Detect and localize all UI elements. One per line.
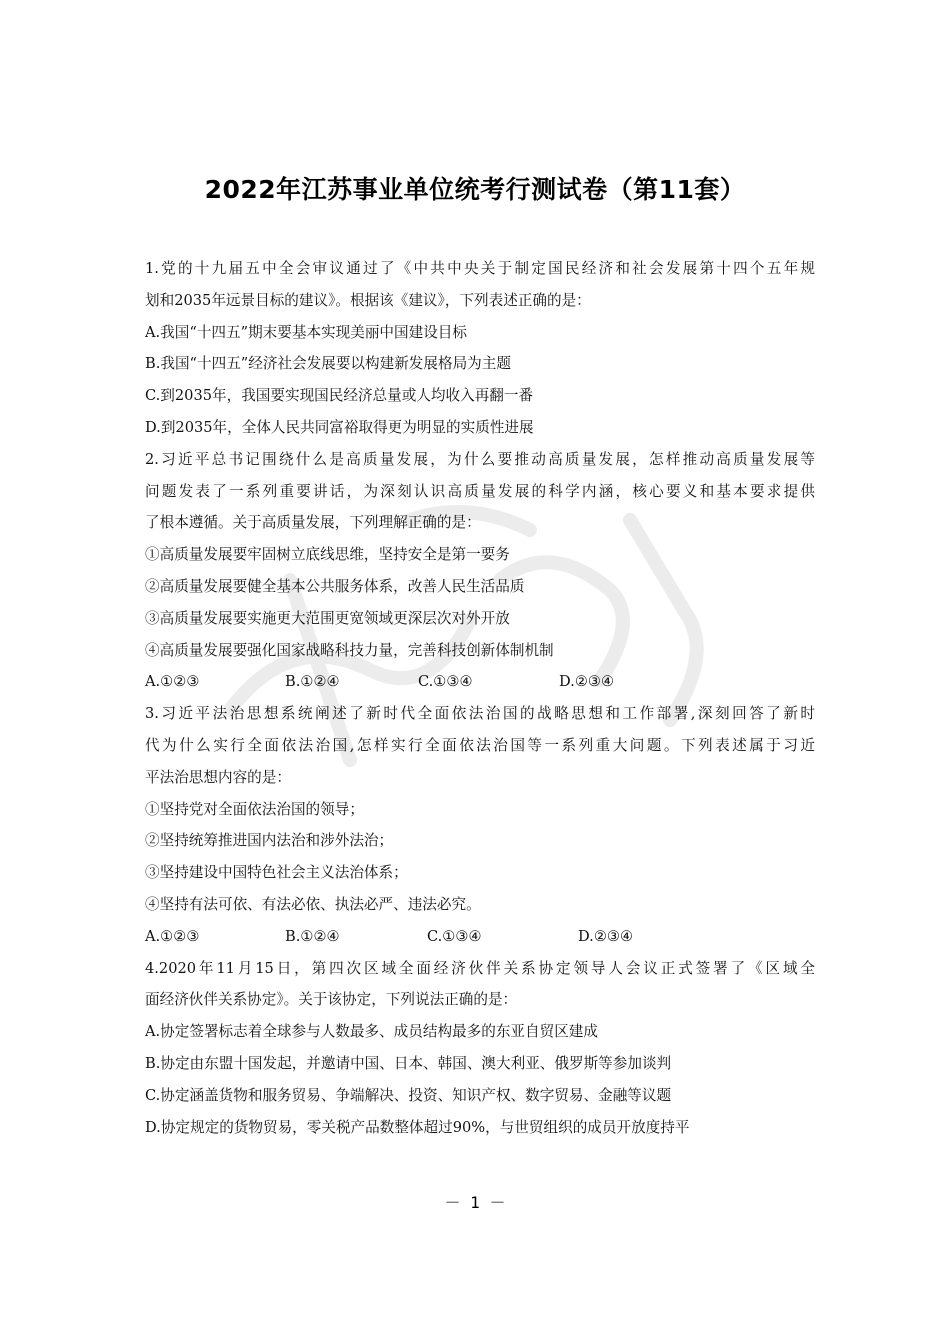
answer-option: C.到2035年，我国要实现国民经济总量或人均收入再翻一番 xyxy=(145,387,534,405)
statement-item: ①坚持党对全面依法治国的领导； xyxy=(145,800,364,818)
choice-row xyxy=(145,666,815,698)
statement-item: ①高质量发展要牢固树立底线思维，坚持安全是第一要务 xyxy=(145,546,510,564)
statement-item: ②高质量发展要健全基本公共服务体系，改善人民生活品质 xyxy=(145,577,525,595)
answer-option: A.我国“十四五”期末要基本实现美丽中国建设目标 xyxy=(145,323,467,341)
statement-item: ④坚持有法可依、有法必依、执法必严、违法必究。 xyxy=(145,895,481,913)
choice-d: D.②③④ xyxy=(559,673,615,691)
choice-row xyxy=(145,921,815,953)
choice-b: B.①②④ xyxy=(285,673,340,691)
answer-option: B.协定由东盟十国发起，并邀请中国、日本、韩国、澳大利亚、俄罗斯等参加谈判 xyxy=(145,1054,672,1072)
question-stem-line: 3.习近平法治思想系统阐述了新时代全面依法治国的战略思想和工作部署,深刻回答了新时 xyxy=(145,705,815,723)
page-title: 2022年江苏事业单位统考行测试卷（第11套） xyxy=(204,175,746,204)
answer-option: A.协定签署标志着全球参与人数最多、成员结构最多的东亚自贸区建成 xyxy=(145,1023,598,1041)
question-stem-line: 代为什么实行全面依法治国,怎样实行全面依法治国等一系列重大问题。下列表述属于习近 xyxy=(145,736,815,754)
question-3 xyxy=(145,698,815,952)
statement-item: ②坚持统筹推进国内法治和涉外法治； xyxy=(145,832,394,850)
choice-c: C.①③④ xyxy=(418,673,473,691)
answer-option: D.协定规定的货物贸易，零关税产品数整体超过90%，与世贸组织的成员开放度持平 xyxy=(145,1118,690,1136)
statement-item: ③高质量发展要实施更大范围更宽领域更深层次对外开放 xyxy=(145,609,510,627)
question-stem-line: 问题发表了一系列重要讲话，为深刻认识高质量发展的科学内涵，核心要义和基本要求提供 xyxy=(145,482,815,500)
question-stem-line: 1.党的十九届五中全会审议通过了《中共中央关于制定国民经济和社会发展第十四个五年规 xyxy=(145,260,815,277)
choice-c: C.①③④ xyxy=(427,927,482,945)
question-stem-line: 了根本遵循。关于高质量发展，下列理解正确的是： xyxy=(145,514,481,532)
question-stem-line: 划和2035年远景目标的建议》。根据该《建议》，下列表述正确的是： xyxy=(145,291,591,309)
question-stem-line: 平法治思想内容的是： xyxy=(145,768,291,786)
question-list xyxy=(145,253,815,1143)
choice-a: A.①②③ xyxy=(145,927,200,945)
question-4 xyxy=(145,953,815,1144)
answer-option: C.协定涵盖货物和服务贸易、争端解决、投资、知识产权、数字贸易、金融等议题 xyxy=(145,1086,672,1104)
question-1 xyxy=(145,253,815,444)
page-number: － 1 － xyxy=(444,1193,506,1212)
statement-item: ④高质量发展要强化国家战略科技力量，完善科技创新体制机制 xyxy=(145,641,554,659)
question-stem-line: 2.习近平总书记围绕什么是高质量发展，为什么要推动高质量发展，怎样推动高质量发展等 xyxy=(145,450,815,468)
question-stem-line: 4.2020年11月15日，第四次区域全面经济伙伴关系协定领导人会议正式签署了《区域全 xyxy=(145,959,815,977)
choice-b: B.①②④ xyxy=(285,927,340,945)
question-stem-line: 面经济伙伴关系协定》。关于该协定，下列说法正确的是： xyxy=(145,991,518,1009)
answer-option: B.我国“十四五”经济社会发展要以构建新发展格局为主题 xyxy=(145,355,511,373)
choice-d: D.②③④ xyxy=(578,927,634,945)
statement-item: ③坚持建设中国特色社会主义法治体系； xyxy=(145,864,408,882)
question-2 xyxy=(145,444,815,698)
choice-a: A.①②③ xyxy=(145,673,200,691)
answer-option: D.到2035年，全体人民共同富裕取得更为明显的实质性进展 xyxy=(145,418,534,436)
